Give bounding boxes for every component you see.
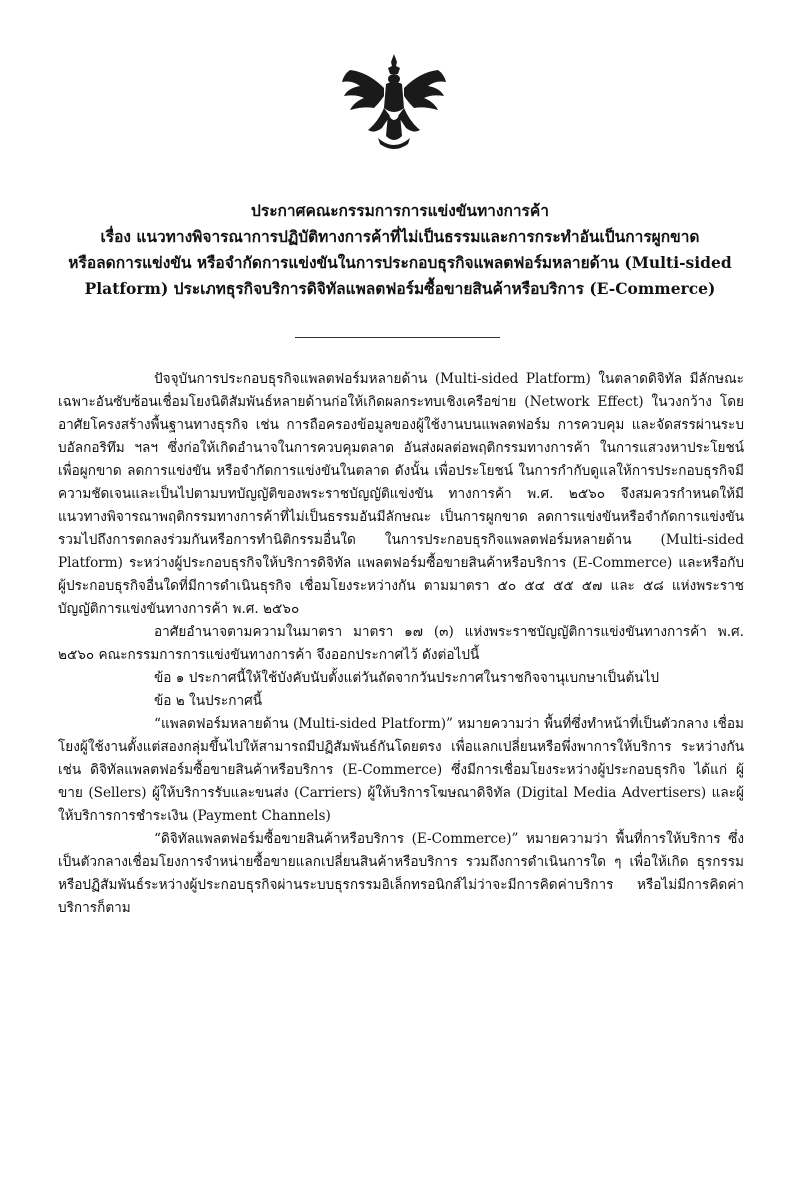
paragraph-preamble: ปัจจุบันการประกอบธุรกิจแพลตฟอร์มหลายด้าน (Multi-sided Platform) ในตลาดดิจิทัล มีลักษณะเฉพาะอันซับซ้อนเชื่อมโยงนิติสัมพันธ์หลายด้านก่อให้เกิดผลกระทบเชิงเครือข่าย (Network Effect) ในวงกว้าง โดยอาศัยโครงสร้างพื้นฐานทางธุรกิจ เช่น การถือครองข้อมูลของผู้ใช้งานบนแพลตฟอร์ม การควบคุม และจัดสรรผ่านระบบอัลกอริทึม ฯลฯ ซึ่งก่อให้เกิดอำนาจในการควบคุมตลาด อันส่งผลต่อพฤติกรรมทางการค้า ในการแสวงหาประโยชน์เพื่อผูกขาด ลดการแข่งขัน หรือจำกัดการแข่งขันในตลาด ดังนั้น เพื่อประโยชน์ ในการกำกับดูแลให้การประกอบธุรกิจมีความชัดเจนและเป็นไปตามบทบัญญัติของพระราชบัญญัติแข่งขัน ทางการค้า พ.ศ. ๒๕๖๐ จึงสมควรกำหนดให้มีแนวทางพิจารณาพฤติกรรมทางการค้าที่ไม่เป็นธรรมอันมีลักษณะ เป็นการผูกขาด ลดการแข่งขันหรือจำกัดการแข่งขัน รวมไปถึงการตกลงร่วมกันหรือการทำนิติกรรมอื่นใด ในการประกอบธุรกิจแพลตฟอร์มหลายด้าน (Multi-sided Platform) ระหว่างผู้ประกอบธุรกิจให้บริการดิจิทัล แพลตฟอร์มซื้อขายสินค้าหรือบริการ (E-Commerce) และหรือกับผู้ประกอบธุรกิจอื่นใดที่มีการดำเนินธุรกิจ เชื่อมโยงระหว่างกัน ตามมาตรา ๕๐ ๕๔ ๕๕ ๕๗ และ ๕๘ แห่งพระราชบัญญัติการแข่งขันทางการค้า พ.ศ. ๒๕๖๐ [58,371,744,617]
definition-multi-sided-platform: “แพลตฟอร์มหลายด้าน (Multi-sided Platform)” หมายความว่า พื้นที่ซึ่งทำหน้าที่เป็นตัวกลาง เชื่อมโยงผู้ใช้งานตั้งแต่สองกลุ่มขึ้นไปให้สามารถมีปฏิสัมพันธ์กันโดยตรง เพื่อแลกเปลี่ยนหรือพึ่งพาการให้บริการ ระหว่างกัน เช่น ดิจิทัลแพลตฟอร์มซื้อขายสินค้าหรือบริการ (E-Commerce) ซึ่งมีการเชื่อมโยงระหว่างผู้ประกอบธุรกิจ ได้แก่ ผู้ขาย (Sellers) ผู้ให้บริการรับและขนส่ง (Carriers) ผู้ให้บริการโฆษณาดิจิทัล (Digital Media Advertisers) และผู้ให้บริการการชำระเงิน (Payment Channels) [58,716,744,824]
garuda-emblem-icon [338,52,450,156]
header-line-2: เรื่อง แนวทางพิจารณาการปฏิบัติทางการค้าที่ไม่เป็นธรรมและการกระทำอันเป็นการผูกขาด [100,227,700,246]
header-line-4: Platform) ประเภทธุรกิจบริการดิจิทัลแพลตฟอร์มซื้อขายสินค้าหรือบริการ (E-Commerce) [84,279,716,298]
definition-e-commerce: “ดิจิทัลแพลตฟอร์มซื้อขายสินค้าหรือบริการ (E-Commerce)” หมายความว่า พื้นที่การให้บริการ ซึ่งเป็นตัวกลางเชื่อมโยงการจำหน่ายซื้อขายแลกเปลี่ยนสินค้าหรือบริการ รวมถึงการดำเนินการใด ๆ เพื่อให้เกิด ธุรกรรมหรือปฏิสัมพันธ์ระหว่างผู้ประกอบธุรกิจผ่านระบบธุรกรรมอิเล็กทรอนิกส์ไม่ว่าจะมีการคิดค่าบริการ หรือไม่มีการคิดค่าบริการก็ตาม [58,831,744,916]
header-line-1: ประกาศคณะกรรมการการแข่งขันทางการค้า [251,201,549,220]
header-divider [295,337,500,338]
header-line-3: หรือลดการแข่งขัน หรือจำกัดการแข่งขันในการประกอบธุรกิจแพลตฟอร์มหลายด้าน (Multi-sided [68,253,732,272]
paragraph-authority: อาศัยอำนาจตามความในมาตรา มาตรา ๑๗ (๓) แห่งพระราชบัญญัติการแข่งขันทางการค้า พ.ศ. ๒๕๖๐ คณะกรรมการการแข่งขันทางการค้า จึงออกประกาศไว้ ดังต่อไปนี้ [58,624,744,663]
document-body [58,368,744,920]
clause-2: ข้อ ๒ ในประกาศนี้ [154,693,263,709]
announcement-header [50,198,750,302]
clause-1: ข้อ ๑ ประกาศนี้ให้ใช้บังคับนับตั้งแต่วันถัดจากวันประกาศในราชกิจจานุเบกษาเป็นต้นไป [154,670,660,686]
